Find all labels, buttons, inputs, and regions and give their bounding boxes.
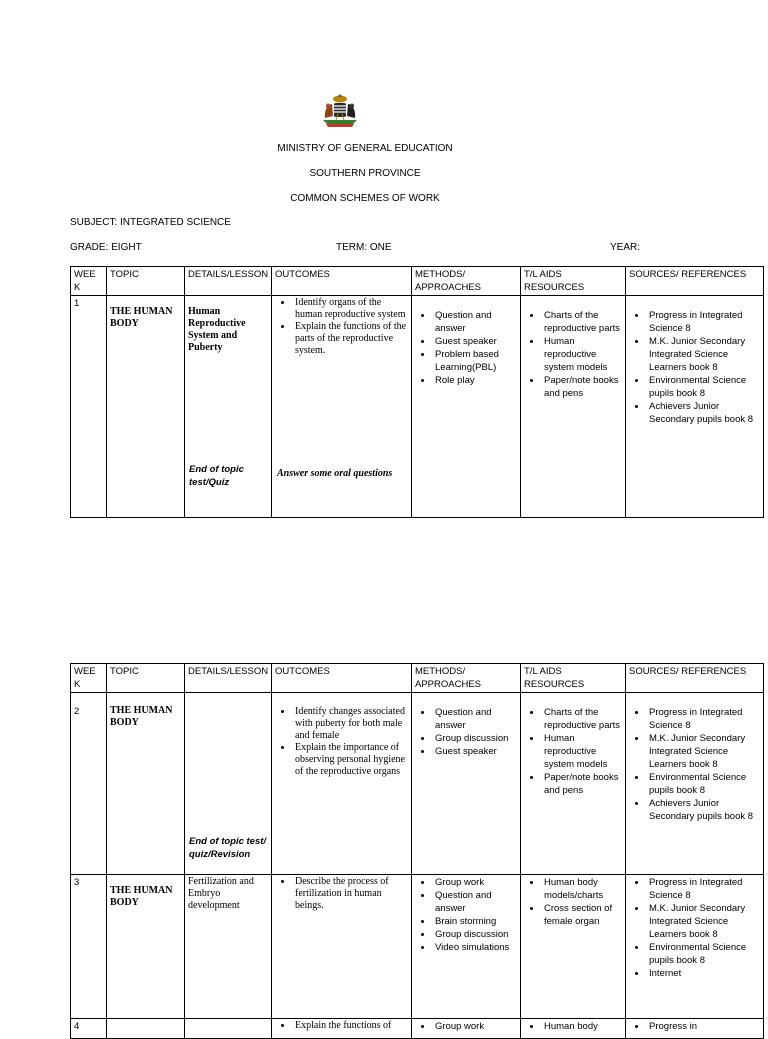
list-item: • Charts of the reproductive parts: [542, 706, 622, 732]
methods-list: [415, 876, 517, 954]
sources-list: [629, 309, 760, 426]
resources-list: [524, 309, 622, 400]
grade-label: GRADE: EIGHT: [70, 242, 142, 253]
outcomes-cell: [272, 1019, 412, 1039]
end-of-topic-text: End of topic test/Quiz: [189, 464, 244, 488]
topic-cell: [107, 1019, 185, 1039]
list-item: • Progress in Integrated Science 8: [647, 706, 760, 732]
list-item: • M.K. Junior Secondary Integrated Science Learners book 8: [647, 732, 760, 771]
table-header-row: [71, 267, 764, 296]
resources-list: [524, 1020, 622, 1033]
sources-cell: [626, 693, 764, 875]
col-details-header: DETAILS/LESSON: [185, 664, 272, 693]
col-resources-header: T/L AIDS RESOURCES: [521, 664, 626, 693]
topic-text: THE HUMAN BODY: [110, 306, 173, 329]
sources-cell: [626, 296, 764, 518]
details-cell: [185, 1019, 272, 1039]
list-item: • Environmental Science pupils book 8: [647, 771, 760, 797]
sources-list: [629, 706, 760, 823]
topic-cell: [107, 296, 185, 518]
col-sources-header: SOURCES/ REFERENCES: [626, 267, 764, 296]
list-item: • Achievers Junior Secondary pupils book 8: [647, 797, 760, 823]
outcomes-list: [275, 297, 408, 357]
list-item: • Group work: [433, 1020, 517, 1033]
col-topic-header: TOPIC: [107, 267, 185, 296]
methods-cell: [412, 875, 521, 1019]
details-text: Human Reproductive System and Puberty: [188, 306, 246, 353]
outcomes-cell: [272, 296, 412, 518]
scheme-table-2: [70, 663, 764, 1039]
list-item: • Paper/note books and pens: [542, 771, 622, 797]
list-item: • Environmental Science pupils book 8: [647, 941, 760, 967]
end-of-topic-text: End of topic test/quiz/Revision: [189, 836, 267, 860]
col-outcomes-header: OUTCOMES: [272, 267, 412, 296]
list-item: • Question and answer: [433, 889, 517, 915]
list-item: • Human body: [542, 1020, 622, 1033]
resources-cell: [521, 693, 626, 875]
list-item: • Group discussion: [433, 928, 517, 941]
year-label: YEAR:: [610, 242, 641, 253]
sources-cell: [626, 875, 764, 1019]
resources-list: [524, 876, 622, 928]
table-row: [71, 693, 764, 875]
col-week-header: WEE K: [71, 267, 107, 296]
outcome-note: Answer some oral questions: [277, 468, 393, 479]
details-cell: [185, 875, 272, 1019]
col-topic-header: TOPIC: [107, 664, 185, 693]
list-item: • Guest speaker: [433, 745, 517, 758]
list-item: • M.K. Junior Secondary Integrated Science Learners book 8: [647, 902, 760, 941]
topic-cell: [107, 693, 185, 875]
list-item: • Internet: [647, 967, 760, 980]
details-cell: [185, 693, 272, 875]
list-item: • Problem based Learning(PBL): [433, 348, 517, 374]
methods-cell: [412, 693, 521, 875]
list-item: • Environmental Science pupils book 8: [647, 374, 760, 400]
table-row: [71, 1019, 764, 1039]
list-item: • M.K. Junior Secondary Integrated Science Learners book 8: [647, 335, 760, 374]
list-item: • Role play: [433, 374, 517, 387]
list-item: • Explain the importance of observing personal hygiene of the reproductive organs: [293, 742, 408, 778]
methods-list: [415, 706, 517, 758]
outcomes-list: [275, 706, 408, 778]
col-outcomes-header: OUTCOMES: [272, 664, 412, 693]
resources-cell: [521, 1019, 626, 1039]
resources-list: [524, 706, 622, 797]
resources-cell: [521, 875, 626, 1019]
term-label: TERM: ONE: [336, 242, 392, 253]
resources-cell: [521, 296, 626, 518]
list-item: • Group work: [433, 876, 517, 889]
list-item: • Progress in Integrated Science 8: [647, 309, 760, 335]
list-item: • Achievers Junior Secondary pupils book 8: [647, 400, 760, 426]
list-item: • Explain the functions of: [293, 1020, 408, 1032]
outcomes-cell: [272, 693, 412, 875]
list-item: • Human body models/charts: [542, 876, 622, 902]
list-item: • Charts of the reproductive parts: [542, 309, 622, 335]
col-methods-header: METHODS/ APPROACHES: [412, 664, 521, 693]
week-cell: 1: [71, 296, 107, 518]
details-cell: [185, 296, 272, 518]
topic-cell: [107, 875, 185, 1019]
outcomes-list: [275, 1020, 408, 1032]
methods-list: [415, 1020, 517, 1033]
col-details-header: DETAILS/LESSON: [185, 267, 272, 296]
col-week-header: WEE K: [71, 664, 107, 693]
col-sources-header: SOURCES/ REFERENCES: [626, 664, 764, 693]
col-resources-header: T/L AIDS RESOURCES: [521, 267, 626, 296]
col-methods-header: METHODS/ APPROACHES: [412, 267, 521, 296]
table-header-row: [71, 664, 764, 693]
list-item: • Explain the functions of the parts of the reproductive system.: [293, 321, 408, 357]
details-text: Fertilization and Embryo development: [188, 876, 254, 911]
list-item: • Identify changes associated with puberty for both male and female: [293, 706, 408, 742]
list-item: • Cross section of female organ: [542, 902, 622, 928]
week-cell: 2: [71, 693, 107, 875]
list-item: • Identify organs of the human reproductive system: [293, 297, 408, 321]
list-item: • Progress in Integrated Science 8: [647, 876, 760, 902]
province-heading: SOUTHERN PROVINCE: [309, 168, 421, 179]
outcomes-cell: [272, 875, 412, 1019]
outcomes-list: [275, 876, 408, 912]
list-item: • Question and answer: [433, 309, 517, 335]
list-item: • Describe the process of fertilization in human beings.: [293, 876, 408, 912]
list-item: • Question and answer: [433, 706, 517, 732]
list-item: • Progress in: [647, 1020, 760, 1033]
sources-list: [629, 1020, 760, 1033]
subject-label: SUBJECT: INTEGRATED SCIENCE: [70, 217, 231, 228]
list-item: • Video simulations: [433, 941, 517, 954]
sources-list: [629, 876, 760, 980]
methods-list: [415, 309, 517, 387]
list-item: • Guest speaker: [433, 335, 517, 348]
ministry-heading: MINISTRY OF GENERAL EDUCATION: [277, 143, 453, 154]
topic-text: THE HUMAN BODY: [110, 885, 173, 908]
week-cell: 4: [71, 1019, 107, 1039]
list-item: • Human reproductive system models: [542, 335, 622, 374]
list-item: • Brain storming: [433, 915, 517, 928]
list-item: • Group discussion: [433, 732, 517, 745]
list-item: • Paper/note books and pens: [542, 374, 622, 400]
sources-cell: [626, 1019, 764, 1039]
list-item: • Human reproductive system models: [542, 732, 622, 771]
methods-cell: [412, 296, 521, 518]
document-title: COMMON SCHEMES OF WORK: [290, 193, 440, 204]
scheme-table-1: [70, 266, 764, 518]
topic-text: THE HUMAN BODY: [110, 705, 173, 728]
week-cell: 3: [71, 875, 107, 1019]
coat-of-arms-emblem: [320, 94, 360, 128]
table-row: [71, 875, 764, 1019]
methods-cell: [412, 1019, 521, 1039]
table-row: [71, 296, 764, 518]
